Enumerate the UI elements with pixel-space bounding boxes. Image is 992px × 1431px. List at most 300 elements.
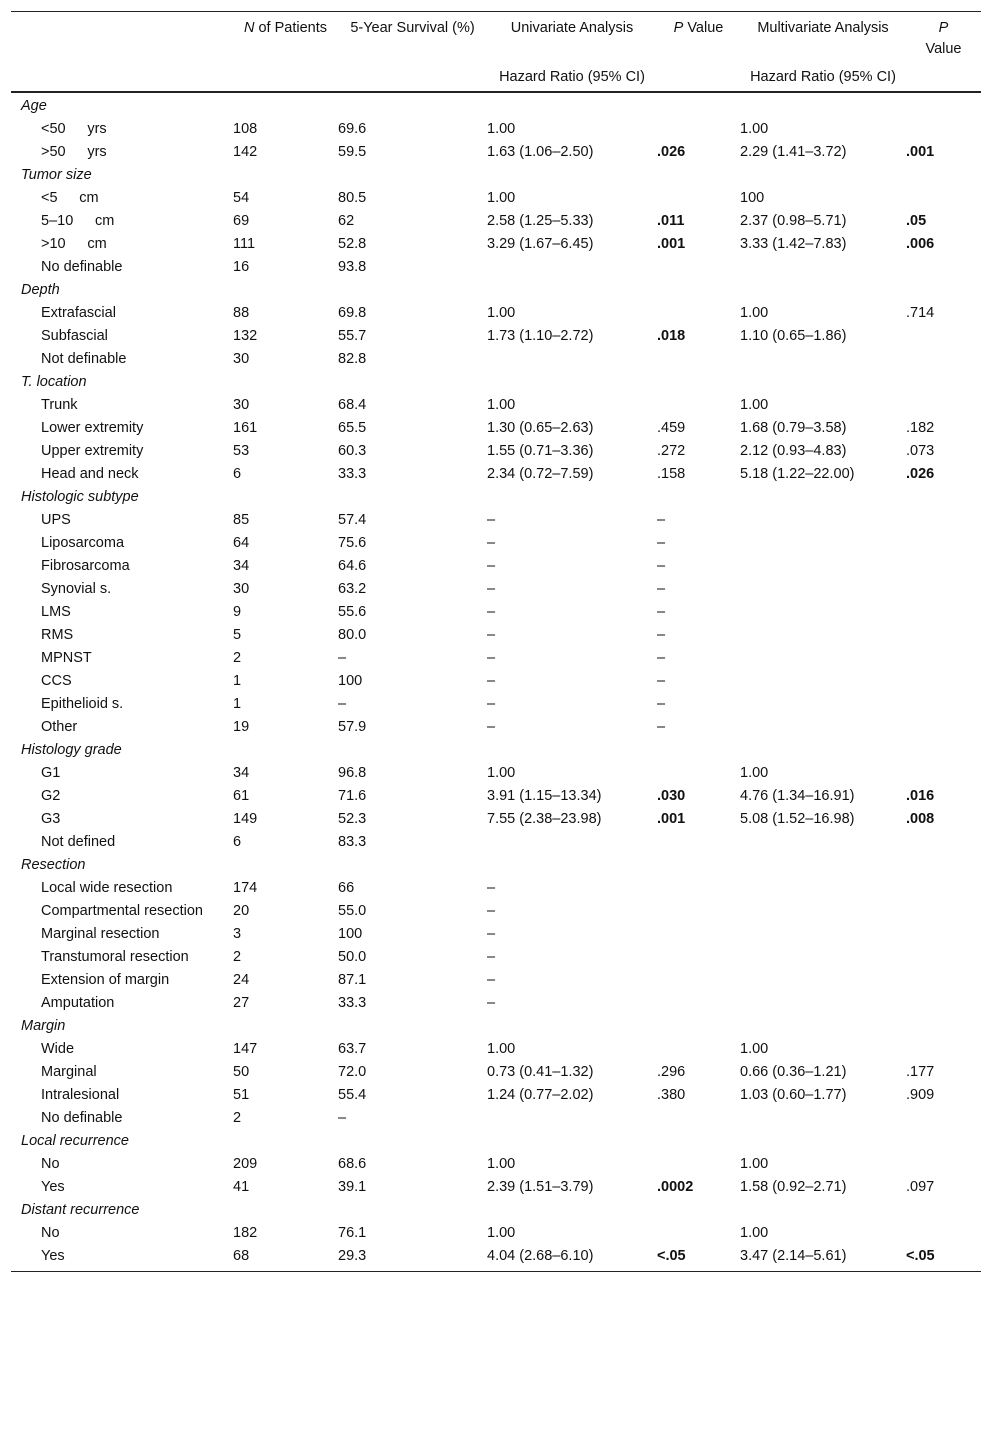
survival-cell: 100 (338, 926, 363, 942)
p-multivariate-cell: .097 (906, 1179, 935, 1195)
category-row (11, 92, 981, 118)
hr-univariate-cell: 2.39 (1.51–3.79) (487, 1179, 594, 1195)
n-patients-cell: 61 (233, 788, 250, 804)
p-univariate-cell (657, 1153, 740, 1176)
n-patients-cell: 64 (233, 535, 250, 551)
survival-cell: 33.3 (338, 466, 367, 482)
p-multivariate-cell (906, 992, 981, 1015)
n-patients-cell: 85 (233, 512, 250, 528)
row-label: Compartmental resection (41, 903, 203, 919)
hr-univariate-cell: 0.73 (0.41–1.32) (487, 1064, 594, 1080)
n-patients-cell: 3 (233, 926, 242, 942)
p-multivariate-cell (906, 969, 981, 992)
table-row (11, 256, 981, 279)
n-patients-cell: 132 (233, 328, 258, 344)
survival-table-container (11, 11, 981, 1272)
hr-univariate-cell: 1.00 (487, 1041, 516, 1057)
survival-cell: 71.6 (338, 788, 367, 804)
row-label: MPNST (41, 650, 92, 666)
p-multivariate-cell (906, 555, 981, 578)
hr-multivariate-cell: 2.29 (1.41–3.72) (740, 144, 847, 160)
hr-univariate-cell: – (487, 972, 496, 988)
table-row (11, 900, 981, 923)
hr-univariate-cell: 1.00 (487, 765, 516, 781)
table-row (11, 233, 981, 256)
p-univariate-cell (657, 187, 740, 210)
hr-multivariate-cell (740, 509, 906, 532)
hr-univariate-cell: 1.00 (487, 121, 516, 137)
p-univariate-cell (657, 946, 740, 969)
p-univariate-cell: – (657, 581, 666, 597)
hr-multivariate-cell: 1.03 (0.60–1.77) (740, 1087, 847, 1103)
row-label: Upper extremity (41, 443, 144, 459)
p-univariate-cell: .459 (657, 420, 686, 436)
hr-univariate-cell (487, 348, 657, 371)
survival-cell: 63.2 (338, 581, 367, 597)
row-label: Not defined (41, 834, 116, 850)
category-label: Margin (21, 1018, 66, 1034)
p-multivariate-cell (906, 900, 981, 923)
p-multivariate-cell (906, 762, 981, 785)
hr-multivariate-cell (740, 992, 906, 1015)
p-univariate-cell (657, 900, 740, 923)
table-row (11, 440, 981, 463)
category-row (11, 854, 981, 877)
hr-multivariate-cell (740, 647, 906, 670)
table-row (11, 394, 981, 417)
survival-cell: 83.3 (338, 834, 367, 850)
hr-multivariate-cell: 1.00 (740, 1041, 769, 1057)
header-n-rest: of Patients (254, 20, 328, 36)
n-patients-cell: 1 (233, 696, 242, 712)
hr-univariate-cell: – (487, 926, 496, 942)
header-p2-rest: Value (925, 41, 962, 57)
hr-univariate-cell: 4.04 (2.68–6.10) (487, 1245, 657, 1272)
table-row (11, 762, 981, 785)
row-label: No definable (41, 259, 123, 275)
p-multivariate-cell (906, 118, 981, 141)
table-row (11, 624, 981, 647)
survival-cell: 57.9 (338, 719, 367, 735)
category-label: Depth (21, 282, 60, 298)
n-patients-cell: 27 (233, 995, 250, 1011)
row-label: UPS (41, 512, 71, 528)
hr-multivariate-cell: 1.68 (0.79–3.58) (740, 420, 847, 436)
survival-cell: 60.3 (338, 443, 367, 459)
category-row (11, 1015, 981, 1038)
survival-cell: 55.6 (338, 604, 367, 620)
hr-univariate-cell: – (487, 650, 496, 666)
n-patients-cell: 161 (233, 420, 258, 436)
survival-cell: 57.4 (338, 512, 367, 528)
n-patients-cell: 30 (233, 351, 250, 367)
table-row (11, 555, 981, 578)
survival-cell: 55.7 (338, 328, 367, 344)
subheader-hr-univariate: Hazard Ratio (95% CI) (487, 61, 657, 92)
survival-cell: 75.6 (338, 535, 367, 551)
subheader-blank-4 (657, 61, 740, 92)
survival-cell: 69.6 (338, 121, 367, 137)
hr-univariate-cell: – (487, 512, 496, 528)
survival-cell: 76.1 (338, 1225, 367, 1241)
p-univariate-cell: – (657, 719, 666, 735)
table-row (11, 1245, 981, 1272)
table-row (11, 877, 981, 900)
hr-multivariate-cell: 1.00 (740, 397, 769, 413)
header-n-italic: N (243, 20, 255, 36)
table-row (11, 302, 981, 325)
table-row (11, 716, 981, 739)
category-row (11, 739, 981, 762)
table-row (11, 1061, 981, 1084)
n-patients-cell: 30 (233, 397, 250, 413)
header-p1-rest: Value (683, 20, 724, 36)
hr-multivariate-cell (740, 670, 906, 693)
p-univariate-cell: .296 (657, 1064, 686, 1080)
p-multivariate-cell: .026 (906, 466, 935, 482)
survival-cell: 52.3 (338, 811, 367, 827)
survival-cell: 96.8 (338, 765, 367, 781)
n-patients-cell: 182 (233, 1225, 258, 1241)
hr-univariate-cell (487, 831, 657, 854)
hr-multivariate-cell (740, 256, 906, 279)
table-row (11, 1038, 981, 1061)
hr-multivariate-cell: 1.00 (740, 305, 769, 321)
n-patients-cell: 16 (233, 259, 250, 275)
category-row (11, 279, 981, 302)
hr-multivariate-cell (740, 693, 906, 716)
row-label: 5–10 cm (41, 213, 115, 229)
p-multivariate-cell (906, 532, 981, 555)
n-patients-cell: 54 (233, 190, 250, 206)
hr-univariate-cell: 1.00 (487, 190, 516, 206)
p-univariate-cell: – (657, 512, 666, 528)
table-row (11, 532, 981, 555)
table-row (11, 187, 981, 210)
hr-multivariate-cell: 1.58 (0.92–2.71) (740, 1179, 847, 1195)
hr-multivariate-cell (740, 716, 906, 739)
hr-univariate-cell: 7.55 (2.38–23.98) (487, 811, 602, 827)
p-univariate-cell: .030 (657, 788, 686, 804)
table-row (11, 509, 981, 532)
category-row (11, 164, 981, 187)
hr-univariate-cell: 2.58 (1.25–5.33) (487, 213, 594, 229)
table-row (11, 647, 981, 670)
survival-cell: 80.5 (338, 190, 367, 206)
hr-univariate-cell (487, 256, 657, 279)
hr-multivariate-cell: 5.18 (1.22–22.00) (740, 466, 855, 482)
category-row (11, 1199, 981, 1222)
hr-multivariate-cell (740, 555, 906, 578)
survival-cell: 59.5 (338, 144, 367, 160)
hr-univariate-cell: – (487, 880, 496, 896)
p-univariate-cell (657, 923, 740, 946)
category-label: Histologic subtype (21, 489, 139, 505)
hr-multivariate-cell (740, 877, 906, 900)
n-patients-cell: 147 (233, 1041, 258, 1057)
row-label: Trunk (41, 397, 78, 413)
n-patients-cell: 2 (233, 650, 242, 666)
survival-cell: 69.8 (338, 305, 367, 321)
survival-cell: 65.5 (338, 420, 367, 436)
p-univariate-cell: .018 (657, 328, 686, 344)
survival-cell: 62 (338, 213, 355, 229)
row-label: Amputation (41, 995, 115, 1011)
row-label: Wide (41, 1041, 75, 1057)
table-row (11, 325, 981, 348)
survival-cell: – (338, 650, 347, 666)
n-patients-cell: 2 (233, 1110, 242, 1126)
row-label: Intralesional (41, 1087, 120, 1103)
row-label: G2 (41, 788, 61, 804)
hr-multivariate-cell: 3.33 (1.42–7.83) (740, 236, 847, 252)
header-p2-italic: P (938, 20, 949, 36)
row-label: CCS (41, 673, 72, 689)
p-multivariate-cell: .182 (906, 420, 935, 436)
survival-cell: 68.4 (338, 397, 367, 413)
survival-cell: 55.0 (338, 903, 367, 919)
survival-cell: 39.1 (338, 1179, 367, 1195)
row-label: Marginal resection (41, 926, 160, 942)
hr-univariate-cell: 1.00 (487, 397, 516, 413)
p-multivariate-cell (906, 923, 981, 946)
hr-multivariate-cell (740, 946, 906, 969)
hr-multivariate-cell: 1.00 (740, 765, 769, 781)
header-row (11, 12, 981, 62)
p-multivariate-cell (906, 716, 981, 739)
p-univariate-cell (657, 1222, 740, 1245)
p-multivariate-cell: .05 (906, 213, 927, 229)
p-multivariate-cell (906, 1038, 981, 1061)
hr-univariate-cell: 1.00 (487, 305, 516, 321)
n-patients-cell: 108 (233, 121, 258, 137)
p-multivariate-cell: .073 (906, 443, 935, 459)
p-univariate-cell: .011 (657, 213, 685, 229)
hr-multivariate-cell (740, 923, 906, 946)
table-row (11, 785, 981, 808)
survival-cell: 52.8 (338, 236, 367, 252)
survival-cell: 93.8 (338, 259, 367, 275)
hr-multivariate-cell: 1.00 (740, 1225, 769, 1241)
survival-cell: 33.3 (338, 995, 367, 1011)
subheader-blank-3 (338, 61, 487, 92)
header-p-value-multivariate (906, 12, 981, 62)
p-univariate-cell (657, 877, 740, 900)
hr-multivariate-cell (740, 831, 906, 854)
row-label: Epithelioid s. (41, 696, 124, 712)
hr-multivariate-cell (740, 1107, 906, 1130)
p-univariate-cell (657, 256, 740, 279)
row-label: Transtumoral resection (41, 949, 189, 965)
p-multivariate-cell (906, 187, 981, 210)
p-univariate-cell (657, 969, 740, 992)
table-row (11, 946, 981, 969)
table-row (11, 808, 981, 831)
table-row (11, 693, 981, 716)
hr-multivariate-cell: 3.47 (2.14–5.61) (740, 1245, 906, 1272)
p-multivariate-cell: <.05 (906, 1245, 981, 1272)
survival-cell: 87.1 (338, 972, 367, 988)
subheader-row (11, 61, 981, 92)
p-univariate-cell (657, 348, 740, 371)
p-univariate-cell (657, 762, 740, 785)
hr-multivariate-cell (740, 532, 906, 555)
table-row (11, 831, 981, 854)
table-row (11, 1222, 981, 1245)
hr-univariate-cell: – (487, 558, 496, 574)
row-label: Lower extremity (41, 420, 144, 436)
n-patients-cell: 142 (233, 144, 258, 160)
row-label: Yes (11, 1245, 233, 1272)
row-label: G3 (41, 811, 61, 827)
hr-univariate-cell: 2.34 (0.72–7.59) (487, 466, 594, 482)
p-univariate-cell (657, 302, 740, 325)
hr-univariate-cell: 1.73 (1.10–2.72) (487, 328, 594, 344)
n-patients-cell: 88 (233, 305, 250, 321)
hr-univariate-cell: – (487, 535, 496, 551)
table-row (11, 417, 981, 440)
p-multivariate-cell (906, 509, 981, 532)
p-univariate-cell (657, 394, 740, 417)
n-patients-cell: 41 (233, 1179, 250, 1195)
p-univariate-cell: .026 (657, 144, 686, 160)
table-row (11, 1176, 981, 1199)
n-patients-cell: 53 (233, 443, 250, 459)
header-multivariate: Multivariate Analysis (740, 12, 906, 62)
n-patients-cell: 50 (233, 1064, 250, 1080)
survival-cell: 72.0 (338, 1064, 367, 1080)
n-patients-cell: 111 (233, 236, 256, 252)
subheader-blank-1 (11, 61, 233, 92)
survival-cell: – (338, 1110, 347, 1126)
survival-cell: 50.0 (338, 949, 367, 965)
hr-multivariate-cell (740, 624, 906, 647)
header-univariate: Univariate Analysis (487, 12, 657, 62)
hr-univariate-cell: 1.55 (0.71–3.36) (487, 443, 594, 459)
p-univariate-cell: – (657, 650, 666, 666)
hr-univariate-cell: – (487, 673, 496, 689)
p-multivariate-cell (906, 624, 981, 647)
row-label: No (41, 1225, 60, 1241)
row-label: Yes (41, 1179, 65, 1195)
row-label: Liposarcoma (41, 535, 125, 551)
p-multivariate-cell (906, 1153, 981, 1176)
p-multivariate-cell: .177 (906, 1064, 935, 1080)
p-univariate-cell: .001 (657, 236, 686, 252)
hr-univariate-cell: – (487, 719, 496, 735)
survival-cell: 82.8 (338, 351, 367, 367)
n-patients-cell: 30 (233, 581, 250, 597)
category-row (11, 486, 981, 509)
hr-univariate-cell: 3.91 (1.15–13.34) (487, 788, 602, 804)
p-multivariate-cell (906, 348, 981, 371)
n-patients-cell: 209 (233, 1156, 258, 1172)
hr-multivariate-cell (740, 348, 906, 371)
header-blank (11, 12, 233, 62)
hr-multivariate-cell: 5.08 (1.52–16.98) (740, 811, 855, 827)
p-univariate-cell: .272 (657, 443, 686, 459)
table-header (11, 12, 981, 93)
hr-univariate-cell: 3.29 (1.67–6.45) (487, 236, 594, 252)
p-univariate-cell: – (657, 535, 666, 551)
n-patients-cell: 34 (233, 765, 250, 781)
p-multivariate-cell: .016 (906, 788, 935, 804)
table-row (11, 141, 981, 164)
hr-multivariate-cell: 1.00 (740, 121, 769, 137)
table-row (11, 992, 981, 1015)
row-label: Synovial s. (41, 581, 112, 597)
hr-univariate-cell (487, 1107, 657, 1130)
p-multivariate-cell (906, 394, 981, 417)
row-label: No (41, 1156, 60, 1172)
survival-cell: 55.4 (338, 1087, 367, 1103)
subheader-blank-5 (906, 61, 981, 92)
survival-cell: 100 (338, 673, 363, 689)
p-univariate-cell: .158 (657, 466, 686, 482)
row-label: >50 yrs (41, 144, 107, 160)
row-label: <5 cm (41, 190, 99, 206)
n-patients-cell: 34 (233, 558, 250, 574)
n-patients-cell: 69 (233, 213, 250, 229)
row-label: Not definable (41, 351, 127, 367)
header-p-value-univariate (657, 12, 740, 62)
hr-univariate-cell: 1.63 (1.06–2.50) (487, 144, 594, 160)
row-label: Extrafascial (41, 305, 116, 321)
p-multivariate-cell (906, 1107, 981, 1130)
p-univariate-cell (657, 118, 740, 141)
survival-cell: 63.7 (338, 1041, 367, 1057)
survival-cell: 29.3 (338, 1245, 487, 1272)
survival-cell: 68.6 (338, 1156, 367, 1172)
row-label: LMS (41, 604, 71, 620)
table-row (11, 601, 981, 624)
n-patients-cell: 9 (233, 604, 242, 620)
survival-cell: – (338, 696, 347, 712)
n-patients-cell: 1 (233, 673, 242, 689)
p-multivariate-cell (906, 670, 981, 693)
table-body (11, 92, 981, 1272)
table-row (11, 210, 981, 233)
p-univariate-cell: – (657, 604, 666, 620)
category-label: Distant recurrence (21, 1202, 140, 1218)
table-row (11, 670, 981, 693)
p-univariate-cell (657, 831, 740, 854)
p-univariate-cell: .380 (657, 1087, 686, 1103)
p-univariate-cell: – (657, 673, 666, 689)
n-patients-cell: 149 (233, 811, 258, 827)
n-patients-cell: 6 (233, 834, 242, 850)
row-label: Local wide resection (41, 880, 173, 896)
n-patients-cell: 20 (233, 903, 250, 919)
p-univariate-cell: – (657, 627, 666, 643)
p-univariate-cell (657, 1107, 740, 1130)
p-multivariate-cell (906, 325, 981, 348)
p-multivariate-cell (906, 578, 981, 601)
n-patients-cell: 51 (233, 1087, 250, 1103)
survival-cell: 64.6 (338, 558, 367, 574)
table-row (11, 969, 981, 992)
p-multivariate-cell: .714 (906, 305, 935, 321)
p-multivariate-cell (906, 1222, 981, 1245)
n-patients-cell: 19 (233, 719, 250, 735)
p-multivariate-cell (906, 831, 981, 854)
hr-univariate-cell: 1.24 (0.77–2.02) (487, 1087, 594, 1103)
p-univariate-cell: – (657, 558, 666, 574)
table-row (11, 463, 981, 486)
p-multivariate-cell (906, 946, 981, 969)
row-label: Extension of margin (41, 972, 170, 988)
survival-table (11, 11, 981, 1272)
